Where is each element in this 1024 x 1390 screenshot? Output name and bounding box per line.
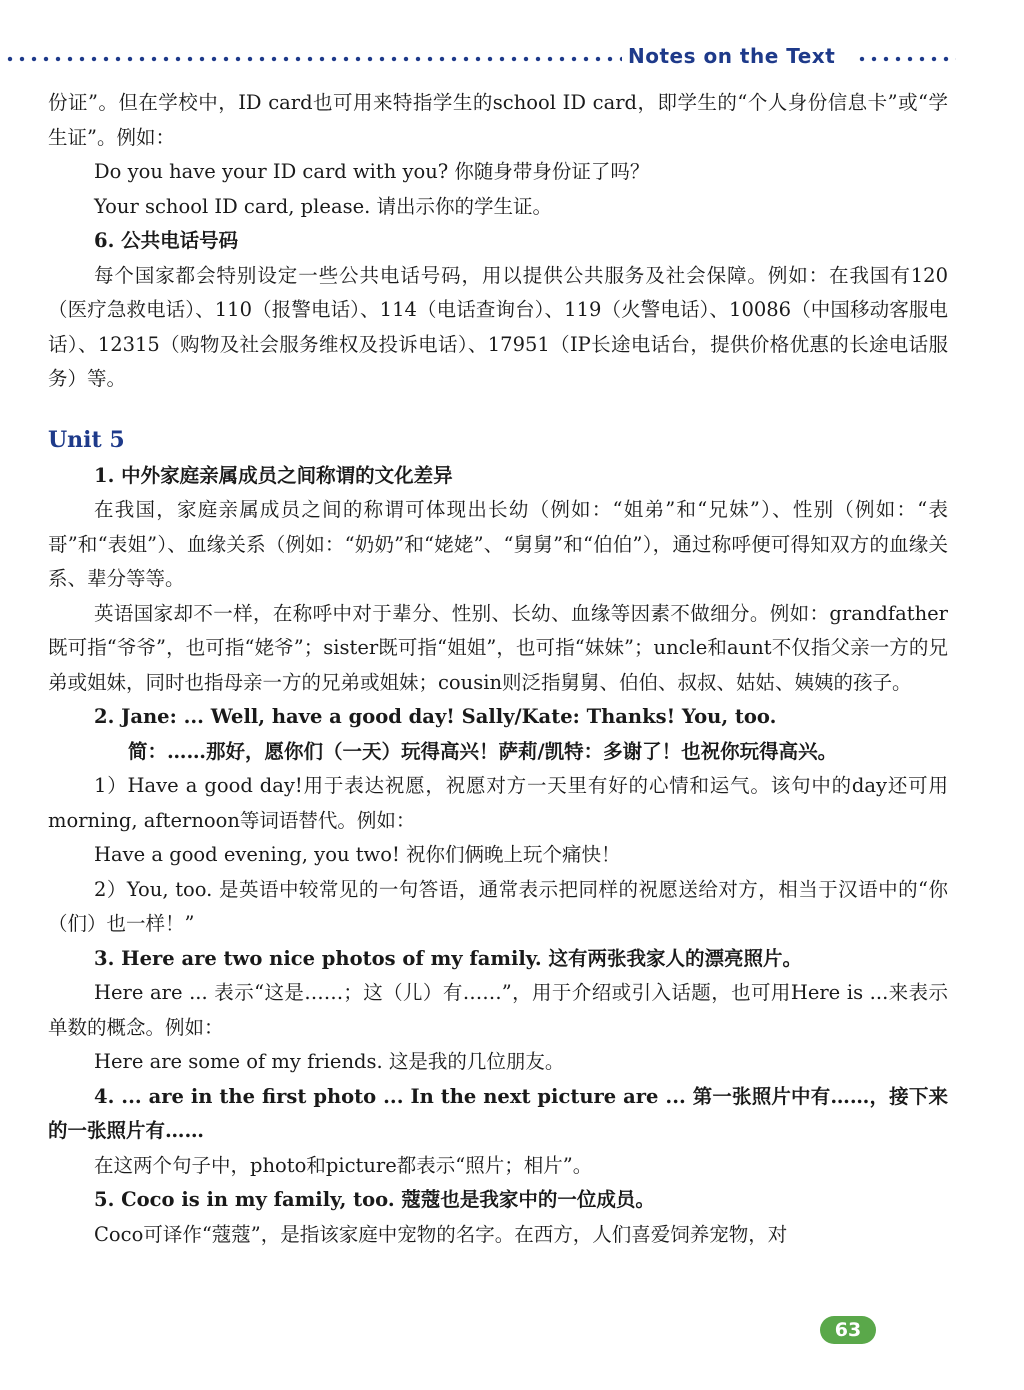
- page-number: 63: [820, 1316, 876, 1344]
- paragraph: 在这两个句子中，photo和picture都表示“照片；相片”。: [94, 1153, 593, 1177]
- unit-title: Unit 5: [48, 426, 125, 453]
- header-dotted-rule-right: [856, 56, 956, 62]
- example-sentence: Here are some of my friends. 这是我的几位朋友。: [94, 1050, 565, 1073]
- paragraph: 2）You, too. 是英语中较常见的一句答语，通常表示把同样的祝愿送给对方，相当于汉语中的“你（们）也一样！”: [48, 877, 948, 935]
- paragraph: 每个国家都会特别设定一些公共电话号码，用以提供公共服务及社会保障。例如：在我国有120（医疗急救电话）、110（报警电话）、114（电话查询台）、119（火警电话）、10086（中国移动客服电话）、12315（购物及社会服务维权及投诉电话）、17951（IP长途电话台，提供价格优惠的长途电话服务）等。: [48, 263, 948, 390]
- example-sentence: Do you have your ID card with you? 你随身带身份证了吗？: [94, 160, 650, 183]
- paragraph: 份证”。但在学校中，ID card也可用来特指学生的school ID card，即学生的“个人身份信息卡”或“学生证”。例如：: [48, 91, 948, 149]
- paragraph: Here are ... 表示“这是……；这（儿）有……”，用于介绍或引入话题，也可用Here is ...来表示单数的概念。例如：: [48, 981, 948, 1039]
- example-sentence: Your school ID card, please. 请出示你的学生证。: [94, 194, 553, 218]
- note-heading: 3. Here are two nice photos of my family. 这有两张我家人的漂亮照片。: [94, 946, 802, 970]
- paragraph: 在我国，家庭亲属成员之间的称谓可体现出长幼（例如：“姐弟”和“兄妹”）、性别（例如：“表哥”和“表姐”）、血缘关系（例如：“奶奶”和“姥姥”、“舅舅”和“伯伯”），通过称呼便可得知双方的血缘关系、辈分等等。: [48, 498, 948, 590]
- paragraph: 1）Have a good day!用于表达祝愿，祝愿对方一天里有好的心情和运气。该句中的day还可用morning, afternoon等词语替代。例如：: [48, 774, 948, 832]
- running-header: [0, 44, 960, 74]
- note-heading: 1. 中外家庭亲属成员之间称谓的文化差异: [94, 463, 453, 487]
- paragraph: Coco可译作“蔻蔻”，是指该家庭中宠物的名字。在西方，人们喜爱饲养宠物，对: [94, 1222, 788, 1246]
- paragraph: 英语国家却不一样，在称呼中对于辈分、性别、长幼、血缘等因素不做细分。例如：grandfather既可指“爷爷”，也可指“姥爷”；sister既可指“姐姐”，也可指“妹妹”；uncle和aunt不仅指父亲一方的兄弟或姐妹，同时也指母亲一方的兄弟或姐妹；cousin则泛指舅舅、伯伯、叔叔、姑姑、姨姨的孩子。: [48, 601, 948, 694]
- note-heading: 4. ... are in the first photo ... In the next picture are ... 第一张照片中有……，接下来的一张照片有……: [48, 1084, 948, 1142]
- page-body: [48, 86, 948, 1252]
- note-translation: 简：……那好，愿你们（一天）玩得高兴！萨莉/凯特：多谢了！也祝你玩得高兴。: [128, 739, 838, 763]
- note-heading: 6. 公共电话号码: [94, 229, 239, 252]
- note-heading: 5. Coco is in my family, too. 蔻蔻也是我家中的一位成员。: [94, 1188, 655, 1211]
- note-heading: 2. Jane: ... Well, have a good day! Sally/Kate: Thanks! You, too.: [94, 705, 777, 728]
- header-title: Notes on the Text: [628, 44, 836, 68]
- example-sentence: Have a good evening, you two! 祝你们俩晚上玩个痛快！: [94, 843, 621, 866]
- header-dotted-rule: [4, 56, 622, 62]
